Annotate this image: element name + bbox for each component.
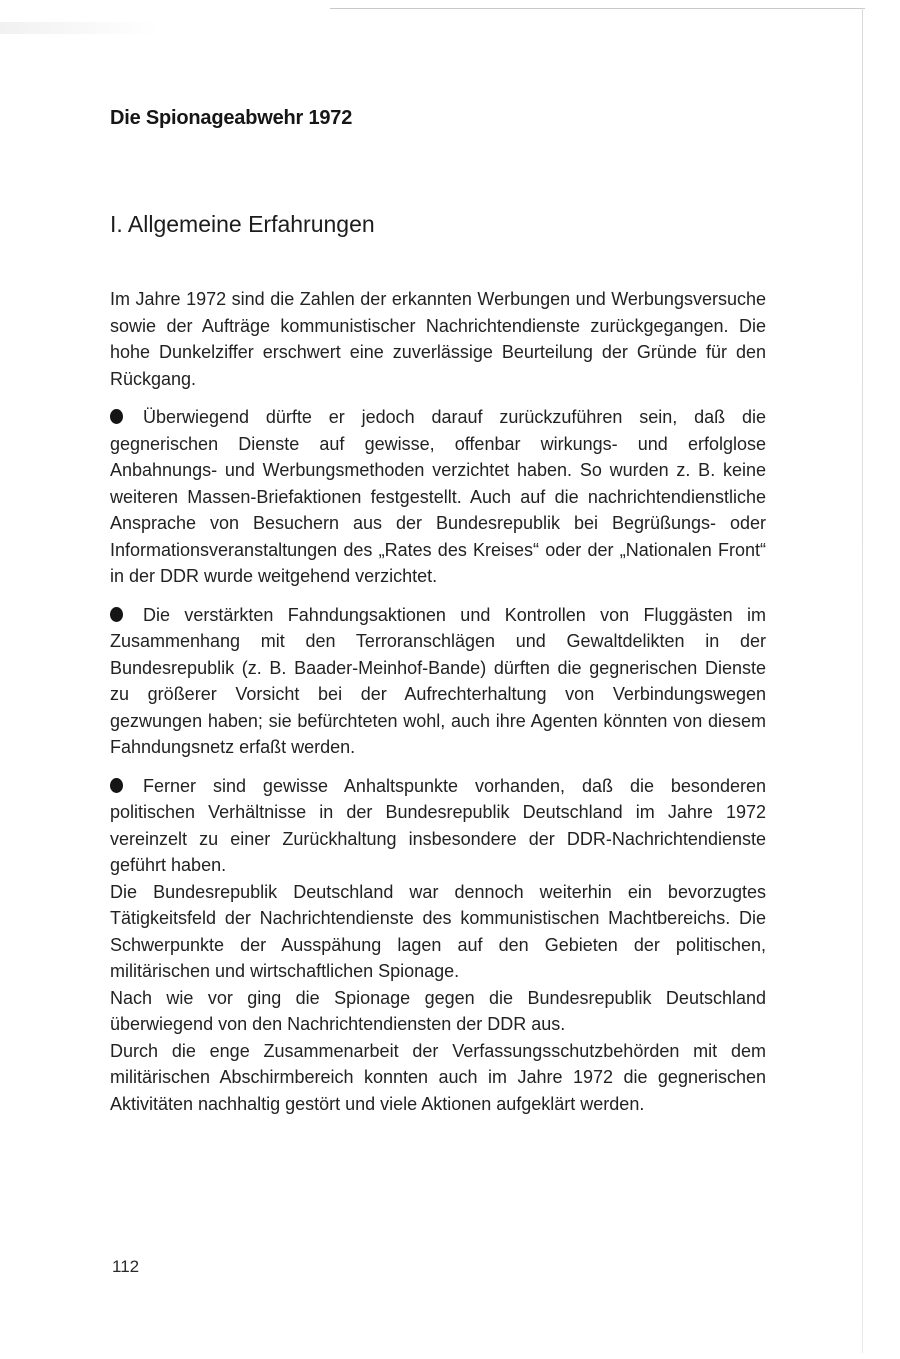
paragraph-text: Überwiegend dürfte er jedoch darauf zurückzuführen sein, daß die gegnerischen Dienste auf gewisse, offenbar wirkungs- und erfolglose Anbahnungs- und Werbungsmethoden verzichtet haben. So wurden z. B. keine weiteren Massen-Briefaktionen festgestellt. Auch auf die nachrichtendienstliche Ansprache von Besuchern aus der Bundesrepublik bei Begrüßungs- oder Informationsveranstaltungen des „Rates des Kreises“ oder der „Nationalen Front“ in der DDR wurde weitgehend verzichtet. [110, 407, 766, 586]
scan-smudge [0, 22, 160, 34]
paragraph-text: Ferner sind gewisse Anhaltspunkte vorhanden, daß die besonderen politischen Verhältnisse in der Bundesrepublik Deutschland im Jahre 1972 vereinzelt zu einer Zurückhaltung insbesondere der DDR-Nachrichtendienste geführt haben. [110, 775, 766, 875]
paragraph-text: Die Bundesrepublik Deutschland war dennoch weiterhin ein bevorzugtes Tätigkeitsfeld der Nachrichtendienste des kommunistischen Machtbereichs. Die Schwerpunkte der Ausspähung lagen auf den Gebieten der politischen, militärischen und wirtschaftlichen Spionage. [110, 881, 766, 981]
bullet-paragraph [110, 773, 766, 879]
paragraph [110, 286, 766, 392]
paragraph [110, 879, 766, 985]
bullet-dot-icon [110, 778, 123, 793]
paragraph-text: Durch die enge Zusammenarbeit der Verfassungsschutzbehörden mit dem militärischen Abschirmbereich konnten auch im Jahre 1972 die gegnerischen Aktivitäten nachhaltig gestört und viele Aktionen aufgeklärt werden. [110, 1040, 766, 1114]
paragraph-text: Im Jahre 1972 sind die Zahlen der erkannten Werbungen und Werbungsversuche sowie der Aufträge kommunistischer Nachrichtendienste zurückgegangen. Die hohe Dunkelziffer erschwert eine zuverlässige Beurteilung der Gründe für den Rückgang. [110, 289, 766, 389]
bullet-dot-icon [110, 607, 123, 622]
paragraph-text: Die verstärkten Fahndungsaktionen und Kontrollen von Fluggästen im Zusammenhang mit den Terroranschlägen und Gewaltdelikten in der Bundesrepublik (z. B. Baader-Meinhof-Bande) dürften die gegnerischen Dienste zu größerer Vorsicht bei der Aufrechterhaltung von Verbindungswegen gezwungen haben; sie befürchteten wohl, auch ihre Agenten könnten von diesem Fahndungsnetz erfaßt werden. [110, 604, 766, 757]
bullet-paragraph [110, 404, 766, 590]
scan-edge-right [862, 8, 863, 1353]
section-heading: I. Allgemeine Erfahrungen [110, 211, 375, 237]
body-text [110, 286, 766, 1117]
page-title: Die Spionageabwehr 1972 [110, 107, 353, 129]
paragraph [110, 1038, 766, 1118]
scan-edge-top [330, 8, 865, 9]
bullet-paragraph [110, 602, 766, 761]
paragraph-text: Nach wie vor ging die Spionage gegen die Bundesrepublik Deutschland überwiegend von den Nachrichtendiensten der DDR aus. [110, 987, 766, 1034]
page-number: 112 [112, 1257, 140, 1276]
bullet-dot-icon [110, 409, 123, 424]
paragraph [110, 985, 766, 1038]
